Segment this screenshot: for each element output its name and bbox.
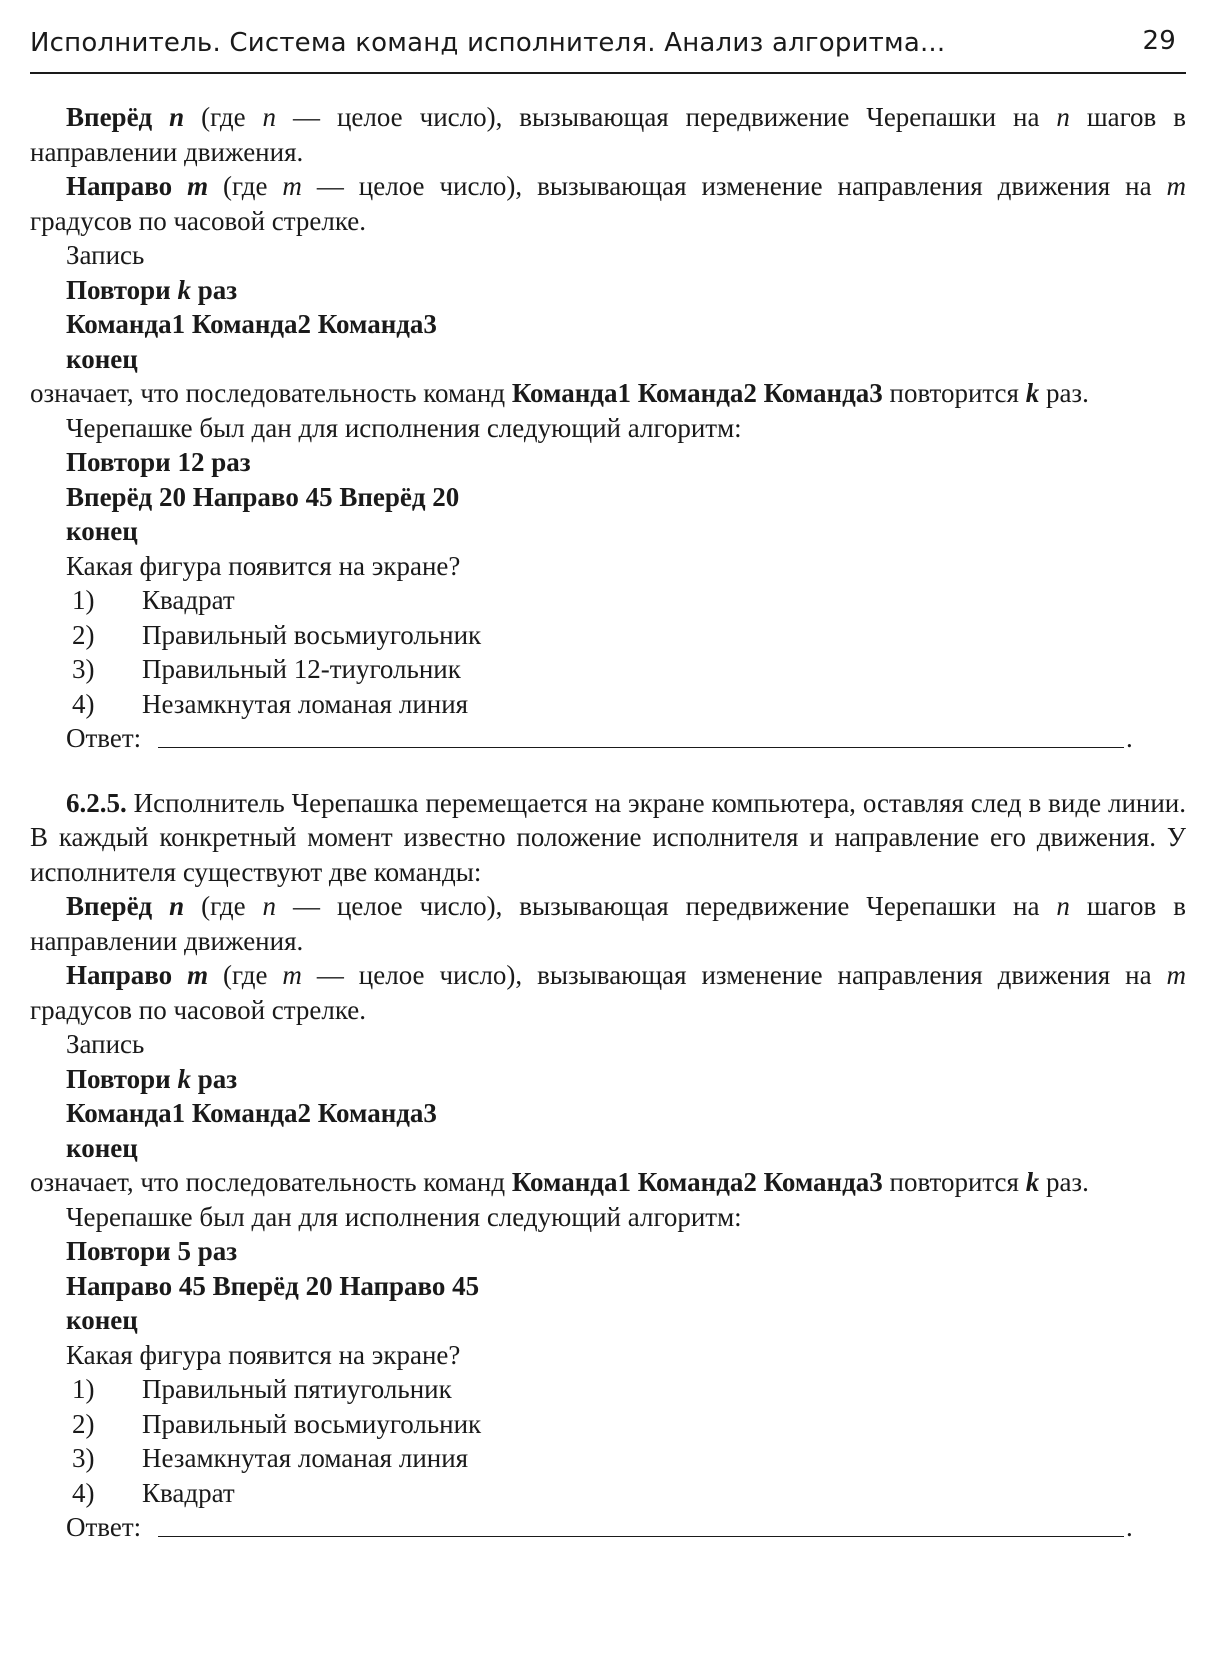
means-paragraph: означает, что последовательность команд Команда1 Команда2 Команда3 повторится k раз. (30, 378, 1089, 408)
algorithm-repeat: Повтори 12 раз (66, 447, 251, 477)
repeat-syntax: Повтори k раз (66, 274, 238, 305)
given-algorithm-text: Черепашке был дан для исполнения следующий алгоритм: (66, 412, 742, 443)
page-header (30, 24, 1186, 74)
right-command-description: Направо m (где m — целое число), вызывающая изменение направления движения на m градусов по часовой стрелке. (30, 960, 1186, 1025)
commands-syntax: Команда1 Команда2 Команда3 (66, 309, 437, 339)
task-intro: 6.2.5. Исполнитель Черепашка перемещается на экране компьютера, оставляя след в виде линии. В каждый конкретный момент известно положение исполнителя и направление его движения. У исполнителя существуют две команды: (30, 787, 1186, 887)
algorithm-repeat: Повтори 5 раз (66, 1236, 238, 1266)
running-title: Исполнитель. Система команд исполнителя. Анализ алгоритма... (30, 28, 946, 58)
answer-option: 3) Незамкнутая ломаная линия (72, 1443, 469, 1473)
means-paragraph: означает, что последовательность команд Команда1 Команда2 Команда3 повторится k раз. (30, 1167, 1089, 1197)
question-text: Какая фигура появится на экране? (66, 1339, 461, 1370)
answer-line[interactable] (158, 747, 1124, 748)
page-content (30, 100, 1186, 1545)
given-algorithm-text: Черепашке был дан для исполнения следующий алгоритм: (66, 1201, 742, 1232)
answer-field[interactable] (30, 1510, 1186, 1545)
answer-option: 1) Правильный пятиугольник (72, 1374, 452, 1404)
record-label: Запись (66, 240, 145, 270)
algorithm-body: Направо 45 Вперёд 20 Направо 45 (66, 1270, 480, 1301)
repeat-syntax: Повтори k раз (66, 1063, 238, 1094)
answer-dot: . (1126, 1512, 1133, 1542)
answer-option: 2) Правильный восьмиугольник (72, 1408, 482, 1439)
answer-option: 2) Правильный восьмиугольник (72, 619, 482, 650)
task-number: 6.2.5. (66, 787, 127, 818)
answer-label: Ответ: (66, 723, 142, 753)
forward-command-description: Вперёд n (где n — целое число), вызывающая передвижение Черепашки на n шагов в направлении движения. (30, 891, 1186, 956)
answer-option: 4) Квадрат (72, 1477, 235, 1508)
right-command-description: Направо m (где m — целое число), вызывающая изменение направления движения на m градусов по часовой стрелке. (30, 171, 1186, 236)
algorithm-end: конец (66, 516, 138, 546)
answer-option: 4) Незамкнутая ломаная линия (72, 688, 469, 719)
answer-line[interactable] (158, 1536, 1124, 1537)
answer-field[interactable] (30, 721, 1186, 756)
record-label: Запись (66, 1029, 145, 1059)
answer-option: 3) Правильный 12-тиугольник (72, 654, 461, 684)
end-syntax: конец (66, 343, 138, 374)
answer-dot: . (1126, 723, 1133, 753)
end-syntax: конец (66, 1132, 138, 1163)
page-number: 29 (1142, 26, 1176, 56)
answer-option: 1) Квадрат (72, 585, 235, 615)
question-text: Какая фигура появится на экране? (66, 550, 461, 581)
forward-command-description: Вперёд n (где n — целое число), вызывающая передвижение Черепашки на n шагов в направлении движения. (30, 102, 1186, 167)
algorithm-body: Вперёд 20 Направо 45 Вперёд 20 (66, 481, 460, 512)
commands-syntax: Команда1 Команда2 Команда3 (66, 1098, 437, 1128)
algorithm-end: конец (66, 1305, 138, 1335)
answer-label: Ответ: (66, 1512, 142, 1542)
